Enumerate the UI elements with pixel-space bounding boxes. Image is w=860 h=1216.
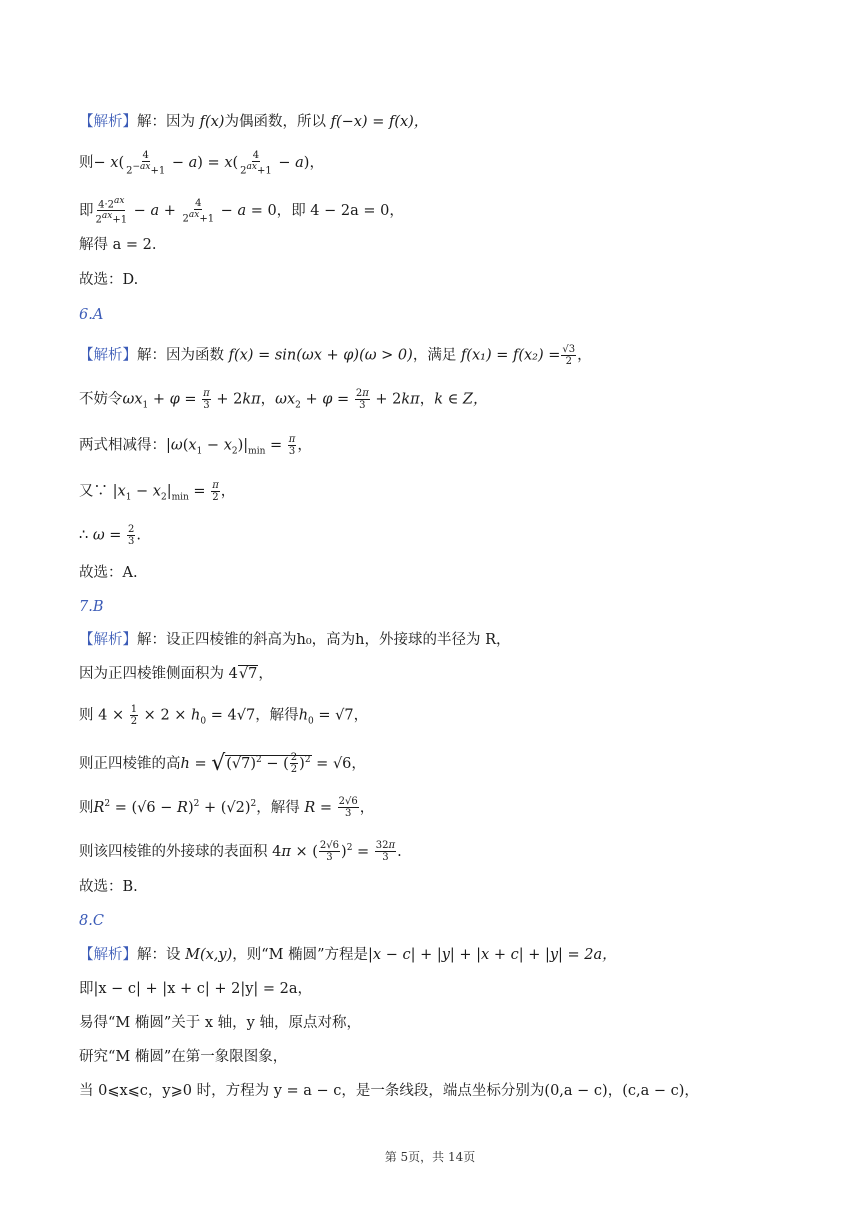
q7-line-7: 故选：B. bbox=[79, 879, 138, 895]
q6-line-6: 故选：A. bbox=[79, 565, 138, 581]
q6-line-4: 又∵ $|x_1 - x_2|_{min}$ = $\frac{\pi}{2}$ ， bbox=[79, 480, 236, 503]
q7-line-6: 则该四棱锥的外接球的表面积 4π × ( $\frac{2√6}{3}$ )$^2$ = $\frac{32\pi}{3}$ . bbox=[79, 840, 402, 864]
q5-line-4: 解得 a = 2. bbox=[79, 237, 157, 253]
q6-number: 6.A bbox=[79, 307, 104, 323]
q6-line-5: ∴ ω = $\frac{2}{3}$ . bbox=[79, 524, 142, 547]
q6-line-2: 不妨令$\omega x_1 + \varphi$ = $\frac{\pi}{3}$ + 2kπ，$\omega x_2 + \varphi$ = $\frac{2\pi}{3}$ + 2kπ，k ∈ Z， bbox=[79, 388, 488, 411]
q7-line-4: 则正四棱锥的高$h = √(√7)^2$ − ( $\frac{2}{2}$ )$^2$ = √6， bbox=[79, 750, 366, 776]
q8-number: 8.C bbox=[79, 913, 104, 929]
q5-line-3: 即 $\frac{4\cdot 2^{ax}}{2^{ax}+1}$ − a + $\frac{4}{2^{ax}+1}$ − a = 0，即 4 − 2a = 0， bbox=[79, 196, 404, 226]
q6-line-1: 【解析】解：因为函数 f(x) = sin(ωx + φ)(ω > 0)，满足 f(x₁) = f(x₂) = $\frac{√3}{2}$ ， bbox=[79, 344, 592, 367]
q7-line-1: 【解析】解：设正四棱锥的斜高为h₀，高为h，外接球的半径为 R， bbox=[79, 632, 511, 648]
q8-line-2: 即|x − c| + |x + c| + 2|y| = 2a， bbox=[79, 981, 313, 997]
q6-line-3: 两式相减得：$|\omega(x_1 - x_2)|_{min}$ = $\frac{\pi}{3}$ ， bbox=[79, 434, 312, 457]
analysis-tag: 【解析】 bbox=[79, 114, 137, 130]
q8-line-4: 研究“M 椭圆”在第一象限图象， bbox=[79, 1049, 288, 1065]
q5-line-1: 【解析】解：因为 f(x)为偶函数，所以 f(−x) = f(x)， bbox=[79, 114, 429, 130]
q7-number: 7.B bbox=[79, 599, 104, 615]
q8-line-3: 易得“M 椭圆”关于 x 轴，y 轴，原点对称， bbox=[79, 1015, 361, 1031]
q7-line-5: 则$R^2 = (√6 - R)^2 + (√2)^2$，解得 R = $\frac{2√6}{3}$ ， bbox=[79, 796, 375, 820]
q5-line-2: 则− x( $\frac{4}{2^{-ax}+1}$ − a) = x( $\frac{4}{2^{ax}+1}$ − a)， bbox=[79, 150, 324, 177]
q8-line-5: 当 0⩽x⩽c，y⩾0 时，方程为 y = a − c，是一条线段，端点坐标分别为(0,a − c)，(c,a − c)， bbox=[79, 1083, 699, 1099]
q5-line-5: 故选：D. bbox=[79, 272, 139, 288]
q8-line-1: 【解析】解：设 M(x,y)，则“M 椭圆”方程是|x − c| + |y| + |x + c| + |y| = 2a， bbox=[79, 947, 617, 963]
q7-line-2: 因为正四棱锥侧面积为 4√7， bbox=[79, 666, 273, 682]
page-footer: 第 5页，共 14页 bbox=[384, 1150, 476, 1164]
q7-line-3: 则 4 × $\frac{1}{2}$ × $2 \times h_0 = 4√7$，解得$h_0 = √7$， bbox=[79, 704, 369, 727]
